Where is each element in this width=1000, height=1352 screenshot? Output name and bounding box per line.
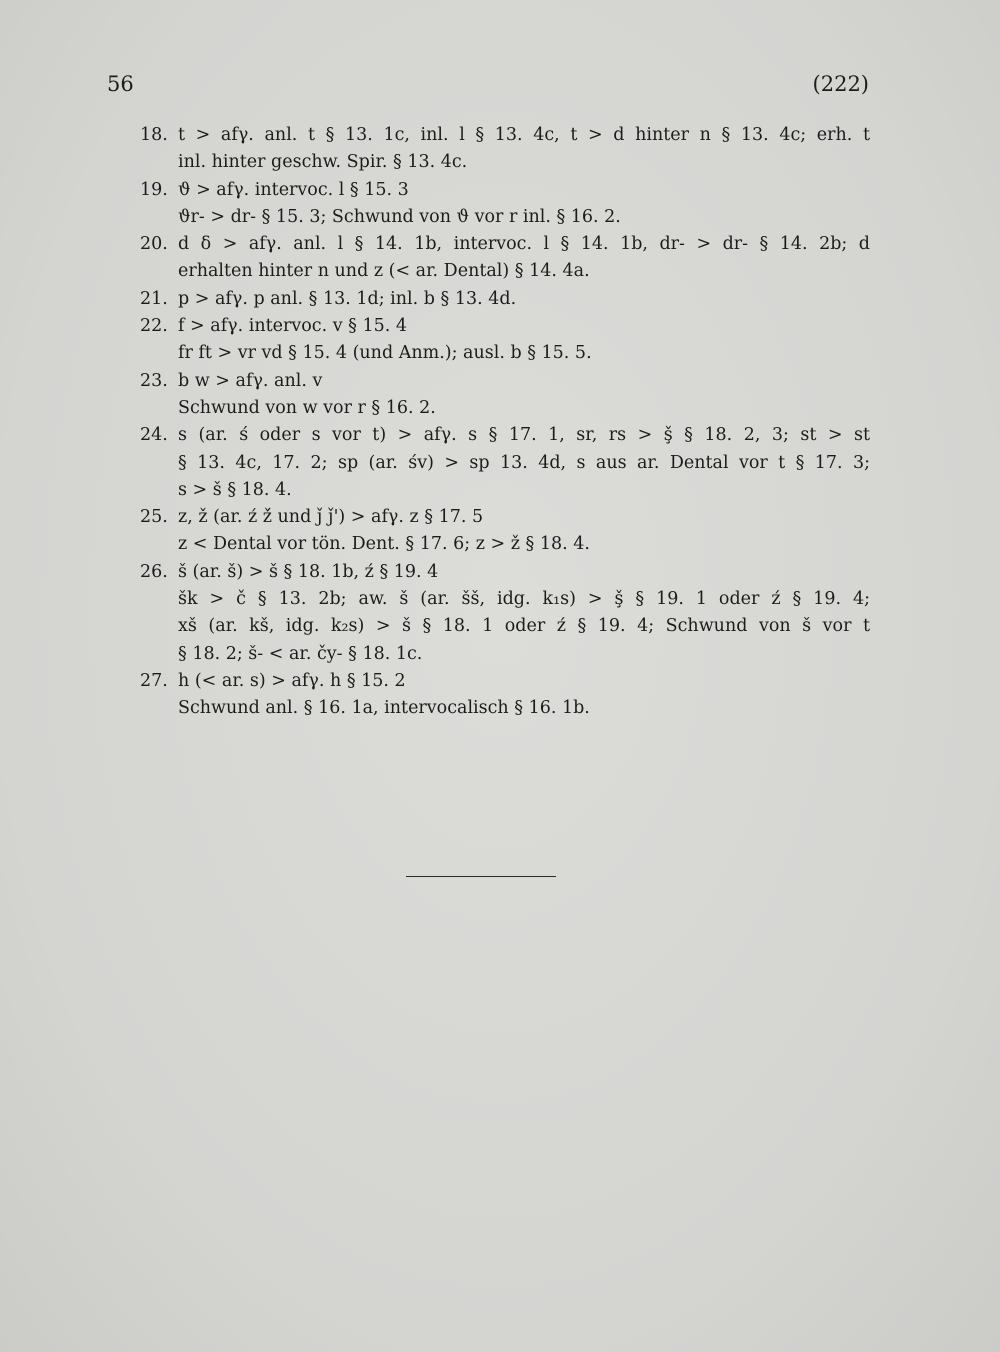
section-rule <box>406 876 556 877</box>
entry-line: p > afγ. p anl. § 13. 1d; inl. b § 13. 4d. <box>178 288 517 309</box>
list-item <box>140 504 870 559</box>
list-item <box>140 122 870 177</box>
entry-number: 27. <box>140 670 168 691</box>
list-item <box>140 286 870 313</box>
entry-text <box>178 559 870 668</box>
list-item <box>140 231 870 286</box>
entry-number: 23. <box>140 370 168 391</box>
entry-number: 24. <box>140 425 168 446</box>
entry-text <box>178 231 870 286</box>
entry-line: xš (ar. kš, idg. k₂s) > š § 18. 1 oder ź § 19. 4; Schwund von š vor t <box>178 616 870 637</box>
entry-list <box>140 122 870 723</box>
entry-line: § 18. 2; š- < ar. čy- § 18. 1c. <box>178 643 423 664</box>
entry-line: z < Dental vor tön. Dent. § 17. 6; z > ž § 18. 4. <box>178 534 590 555</box>
list-item <box>140 668 870 723</box>
entry-text <box>178 122 870 177</box>
entry-text <box>178 668 870 723</box>
entry-line: šk > č § 13. 2b; aw. š (ar. šš, idg. k₁s) > ş̌ § 19. 1 oder ź § 19. 4; <box>178 589 870 610</box>
entry-line: d δ > afγ. anl. l § 14. 1b, intervoc. l § 14. 1b, dr- > dr- § 14. 2b; d <box>178 234 870 255</box>
entry-text <box>178 504 870 559</box>
entry-line: ϑ > afγ. intervoc. l § 15. 3 <box>178 179 409 200</box>
entry-line: š (ar. š) > š § 18. 1b, ź § 19. 4 <box>178 561 439 582</box>
page-reference: (222) <box>812 72 869 96</box>
entry-line: s > š § 18. 4. <box>178 479 292 500</box>
entry-text <box>178 313 870 368</box>
entry-line: t > afγ. anl. t § 13. 1c, inl. l § 13. 4c, t > d hinter n § 13. 4c; erh. t <box>178 125 870 145</box>
entry-number: 21. <box>140 288 168 309</box>
entry-text <box>178 177 870 232</box>
list-item <box>140 368 870 423</box>
entry-line: z, ž (ar. ź ź̌ und ǰ ǰ') > afγ. z § 17. 5 <box>178 507 484 528</box>
entry-line: fr ft > vr vd § 15. 4 (und Anm.); ausl. b § 15. 5. <box>178 343 592 364</box>
entry-line: § 13. 4c, 17. 2; sp (ar. śv) > sp 13. 4d, s aus ar. Dental vor t § 17. 3; <box>178 452 870 473</box>
entry-number: 22. <box>140 316 168 337</box>
entry-text <box>178 422 870 504</box>
entry-number: 20. <box>140 234 168 255</box>
entry-text <box>178 286 870 313</box>
entry-line: s (ar. ś oder s vor t) > afγ. s § 17. 1, sr, rs > ş̌ § 18. 2, 3; st > st <box>178 425 870 446</box>
entry-text <box>178 368 870 423</box>
entry-line: Schwund von w vor r § 16. 2. <box>178 397 436 418</box>
entry-line: erhalten hinter n und z (< ar. Dental) § 14. 4a. <box>178 261 590 282</box>
list-item <box>140 422 870 504</box>
page-number: 56 <box>107 72 134 96</box>
entry-line: inl. hinter geschw. Spir. § 13. 4c. <box>178 152 468 173</box>
entry-line: ϑr- > dr- § 15. 3; Schwund von ϑ vor r inl. § 16. 2. <box>178 206 621 227</box>
entry-number: 26. <box>140 561 168 582</box>
entry-number: 25. <box>140 507 168 528</box>
entry-number: 19. <box>140 179 168 200</box>
list-item <box>140 177 870 232</box>
entry-line: f > afγ. intervoc. v § 15. 4 <box>178 316 408 337</box>
entry-line: h (< ar. s) > afγ. h § 15. 2 <box>178 670 406 691</box>
entry-number: 18. <box>140 125 168 145</box>
entry-line: Schwund anl. § 16. 1a, intervocalisch § 16. 1b. <box>178 698 590 719</box>
list-item <box>140 559 870 668</box>
entry-line: b w > afγ. anl. v <box>178 370 323 391</box>
list-item <box>140 313 870 368</box>
